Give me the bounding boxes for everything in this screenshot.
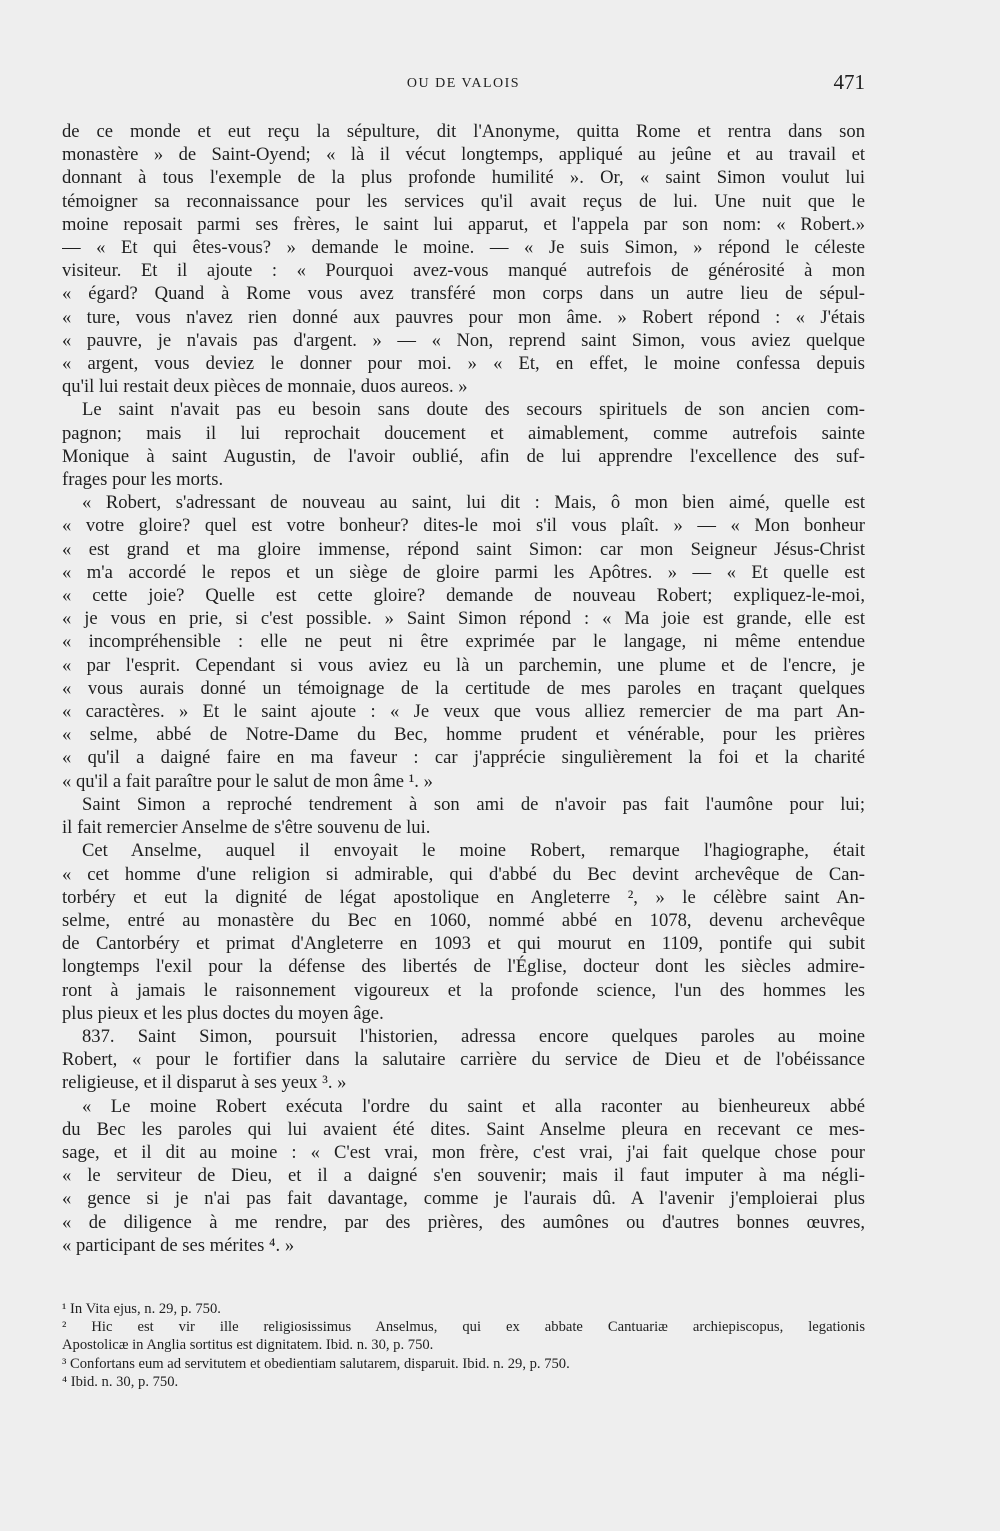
text-line: « cet homme d'une religion si admirable, qui d'abbé du Bec devint archevêque de Can- — [62, 863, 865, 885]
footnote-line: Apostolicæ in Anglia sortitus est dignitatem. Ibid. n. 30, p. 750. — [62, 1337, 434, 1354]
text-line: Saint Simon a reproché tendrement à son ami de n'avoir pas fait l'aumône pour lui; — [82, 793, 865, 815]
text-line: « qu'il a fait paraître pour le salut de mon âme ¹. » — [62, 770, 433, 792]
text-line: Robert, « pour le fortifier dans la salutaire carrière du service de Dieu et de l'obéissance — [62, 1049, 865, 1071]
footnotes — [62, 1300, 865, 1391]
text-line: « votre gloire? quel est votre bonheur? dites-le moi s'il vous plaît. » — « Mon bonheur — [62, 515, 865, 537]
text-line: plus pieux et les plus doctes du moyen âge. — [62, 1002, 384, 1024]
text-line: monastère » de Saint-Oyend; « là il vécut longtemps, appliqué au jeûne et au travail et — [62, 144, 865, 166]
text-line: « le serviteur de Dieu, et il a daigné s'en souvenir; mais il faut imputer à ma négli- — [62, 1165, 865, 1187]
body-text — [62, 120, 865, 1257]
text-line: « vous aurais donné un témoignage de la certitude de mes paroles en traçant quelques — [62, 677, 865, 699]
footnote-line: ⁴ Ibid. n. 30, p. 750. — [62, 1373, 179, 1390]
running-title: OU DE VALOIS — [406, 76, 521, 91]
text-line: donnant à tous l'exemple de la plus profonde humilité ». Or, « saint Simon voulut lui — [62, 167, 865, 189]
text-line: ront à jamais le raisonnement vigoureux et la profonde science, l'un des hommes les — [62, 979, 865, 1001]
text-line: Monique à saint Augustin, de l'avoir oublié, afin de lui apprendre l'excellence des suf- — [62, 445, 865, 467]
text-line: de Cantorbéry et primat d'Angleterre en 1093 et qui mourut en 1109, pontife qui subit — [62, 933, 865, 955]
text-line: pagnon; mais il lui reprochait doucement et aimablement, comme autrefois sainte — [62, 422, 865, 444]
text-line: « ture, vous n'avez rien donné aux pauvres pour mon âme. » Robert répond : « J'étais — [62, 306, 865, 328]
text-line: « égard? Quand à Rome vous avez transféré mon corps dans un autre lieu de sépul- — [62, 283, 865, 305]
text-line: « cette joie? Quelle est cette gloire? demande de nouveau Robert; expliquez-le-moi, — [62, 585, 865, 607]
text-line: du Bec les paroles qui lui avaient été dites. Saint Anselme pleura en recevant ce mes- — [62, 1118, 865, 1140]
running-header — [62, 70, 865, 100]
text-line: Le saint n'avait pas eu besoin sans doute des secours spirituels de son ancien com- — [82, 399, 865, 421]
text-line: visiteur. Et il ajoute : « Pourquoi avez-vous manqué autrefois de générosité à mon — [62, 260, 865, 282]
text-line: « caractères. » Et le saint ajoute : « Je veux que vous alliez remercier de ma part An- — [62, 701, 865, 723]
text-line: « je vous en prie, si c'est possible. » Saint Simon répond : « Ma joie est grande, elle est — [62, 608, 865, 630]
text-line: religieuse, et il disparut à ses yeux ³. » — [62, 1072, 347, 1094]
text-line: « argent, vous deviez le donner pour moi. » « Et, en effet, le moine confessa depuis — [62, 353, 865, 375]
footnote-line: ¹ In Vita ejus, n. 29, p. 750. — [62, 1301, 221, 1317]
text-line: « Le moine Robert exécuta l'ordre du saint et alla raconter au bienheureux abbé — [82, 1095, 865, 1117]
footnote-line: ³ Confortans eum ad servitutem et obedientiam salutarem, disparuit. Ibid. n. 29, p. 750. — [62, 1355, 570, 1372]
text-line: de ce monde et eut reçu la sépulture, dit l'Anonyme, quitta Rome et rentra dans son — [62, 121, 865, 142]
text-line: « est grand et ma gloire immense, répond saint Simon: car mon Seigneur Jésus-Christ — [62, 538, 865, 560]
text-line: il fait remercier Anselme de s'être souvenu de lui. — [62, 817, 431, 839]
text-line: 837. Saint Simon, poursuit l'historien, adressa encore quelques paroles au moine — [82, 1025, 865, 1047]
text-line: — « Et qui êtes-vous? » demande le moine. — « Je suis Simon, » répond le céleste — [62, 237, 865, 259]
text-line: « par l'esprit. Cependant si vous aviez eu là un parchemin, une plume et de l'encre, je — [62, 654, 865, 676]
text-line: Cet Anselme, auquel il envoyait le moine Robert, remarque l'hagiographe, était — [82, 840, 865, 862]
text-line: moine reposait parmi ses frères, le saint lui apparut, et l'appela par son nom: « Robert.» — [62, 213, 865, 235]
text-line: « qu'il a daigné faire en ma faveur : car j'apprécie singulièrement la foi et la charité — [62, 747, 865, 769]
text-line: « participant de ses mérites ⁴. » — [62, 1234, 295, 1256]
text-line: « selme, abbé de Notre-Dame du Bec, homme prudent et vénérable, pour les prières — [62, 724, 865, 746]
text-line: « gence si je n'ai pas fait davantage, comme je l'aurais dû. A l'avenir j'emploierai plus — [62, 1188, 865, 1210]
text-line: « incompréhensible : elle ne peut ni être exprimée par le langage, ni même entendue — [62, 631, 865, 653]
text-line: « pauvre, je n'avais pas d'argent. » — « Non, reprend saint Simon, vous aviez quelque — [62, 329, 865, 351]
text-line: témoigner sa reconnaissance pour les services qu'il avait reçus de lui. Une nuit que le — [62, 190, 865, 212]
text-line: frages pour les morts. — [62, 469, 224, 491]
text-line: sage, et il dit au moine : « C'est vrai, mon frère, c'est vrai, j'ai fait quelque chose pour — [62, 1141, 865, 1163]
text-line: selme, entré au monastère du Bec en 1060, nommé abbé en 1078, devenu archevêque — [62, 909, 865, 931]
page-number: 471 — [833, 70, 865, 94]
text-line: « m'a accordé le repos et un siège de gloire parmi les Apôtres. » — « Et quelle est — [62, 561, 865, 583]
text-line: « Robert, s'adressant de nouveau au saint, lui dit : Mais, ô mon bien aimé, quelle est — [82, 492, 865, 514]
text-line: torbéry et eut la dignité de légat apostolique en Angleterre ², » le célèbre saint An- — [62, 886, 865, 908]
footnote-line: ² Hic est vir ille religiosissimus Anselmus, qui ex abbate Cantuariæ archiepiscopus, legationis — [62, 1319, 865, 1336]
text-line: qu'il lui restait deux pièces de monnaie, duos aureos. » — [62, 376, 468, 398]
text-line: longtemps l'exil pour la défense des libertés de l'Église, docteur dont les siècles admire- — [62, 956, 865, 978]
text-line: « de diligence à me rendre, par des prières, des aumônes ou d'autres bonnes œuvres, — [62, 1211, 865, 1233]
